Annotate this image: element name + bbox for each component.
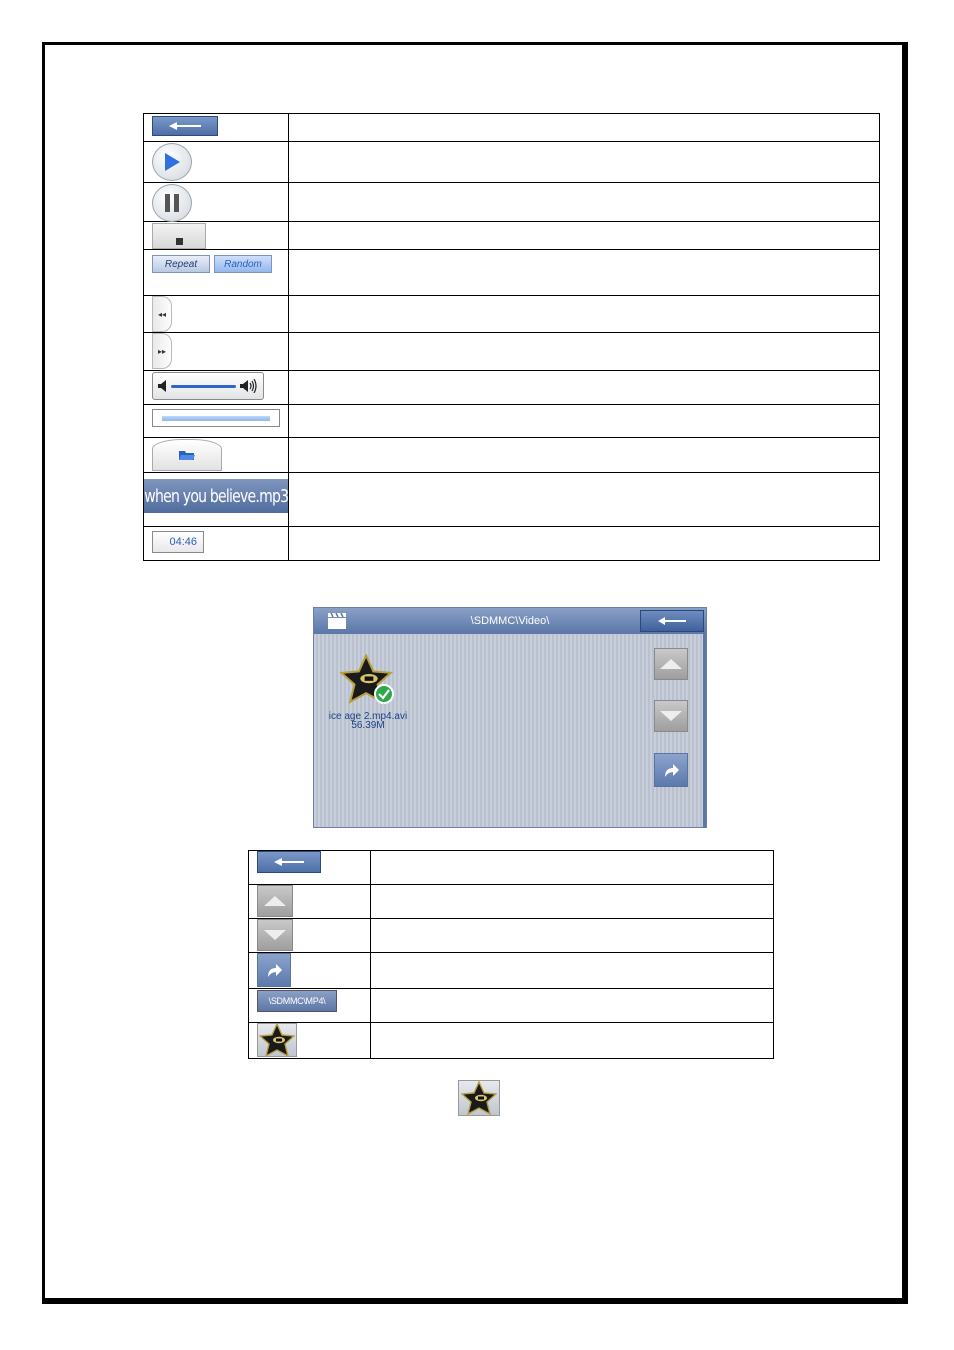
browser-controls-table [248,850,774,1059]
folder-icon[interactable] [152,439,222,471]
back-button[interactable] [640,610,704,632]
table-row [249,989,774,1023]
pause-icon[interactable] [152,184,192,222]
video-browser-screenshot [313,607,707,828]
play-icon[interactable] [152,143,192,181]
row-description [289,114,880,142]
scroll-up-icon[interactable] [257,885,293,917]
table-row [144,405,880,438]
file-size: 56.39M [351,720,385,731]
row-description [289,405,880,438]
row-description [371,851,774,885]
table-row [144,333,880,371]
video-file-star-icon [458,1080,500,1116]
return-arrow-icon [662,761,680,779]
volume-slider-icon[interactable] [152,372,264,400]
table-row [144,473,880,527]
speaker-low-icon [158,380,167,392]
scroll-down-icon [660,711,682,721]
scroll-up-icon [660,659,682,669]
row-description [289,371,880,405]
song-name-display: when you believe.mp3 [144,479,288,513]
row-description [289,222,880,250]
table-row [144,296,880,333]
table-row [144,438,880,473]
return-button[interactable] [654,753,688,787]
row-description [289,473,880,527]
fast-forward-icon[interactable]: ▸▸ [152,333,172,369]
browser-title-bar [314,608,706,634]
return-arrow-icon[interactable] [257,953,291,987]
table-row [144,222,880,250]
row-description [289,142,880,183]
file-name: ice age 2.mp4.avi [328,711,408,722]
repeat-button[interactable]: Repeat [152,255,210,273]
repeat-random-icon [152,255,272,273]
table-row [249,953,774,989]
scroll-up-button[interactable] [654,648,688,680]
row-description [289,183,880,222]
rewind-icon[interactable]: ◂◂ [152,296,172,332]
back-arrow-icon[interactable] [152,116,218,136]
table-row [249,1023,774,1059]
table-row [249,919,774,953]
table-row [144,371,880,405]
table-row [144,183,880,222]
row-description [371,1023,774,1059]
browser-path: \SDMMC\Video\ [470,615,550,627]
speaker-high-icon [240,379,258,393]
row-description [371,919,774,953]
scroll-down-icon[interactable] [257,919,293,951]
scroll-down-button[interactable] [654,700,688,732]
back-arrow-icon [656,616,688,626]
row-description [371,953,774,989]
back-arrow-icon[interactable] [257,851,321,873]
table-row [144,250,880,296]
row-description [289,438,880,473]
controls-table [143,113,880,561]
row-description [289,333,880,371]
row-description [371,989,774,1023]
video-file-item[interactable] [340,654,396,713]
table-row [144,527,880,561]
video-file-star-icon[interactable] [257,1023,297,1057]
row-description [289,296,880,333]
table-row [249,851,774,885]
row-description [289,250,880,296]
video-file-star-icon [340,654,396,708]
clapperboard-icon [328,613,346,629]
random-button[interactable]: Random [214,255,272,273]
path-display: \SDMMC\MP4\ [257,990,337,1012]
table-row [249,885,774,919]
table-row [144,142,880,183]
progress-bar-icon[interactable] [152,409,280,427]
table-row [144,114,880,142]
row-description [289,527,880,561]
row-description [371,885,774,919]
time-display: 04:46 [152,531,204,553]
stop-icon[interactable] [152,223,206,249]
